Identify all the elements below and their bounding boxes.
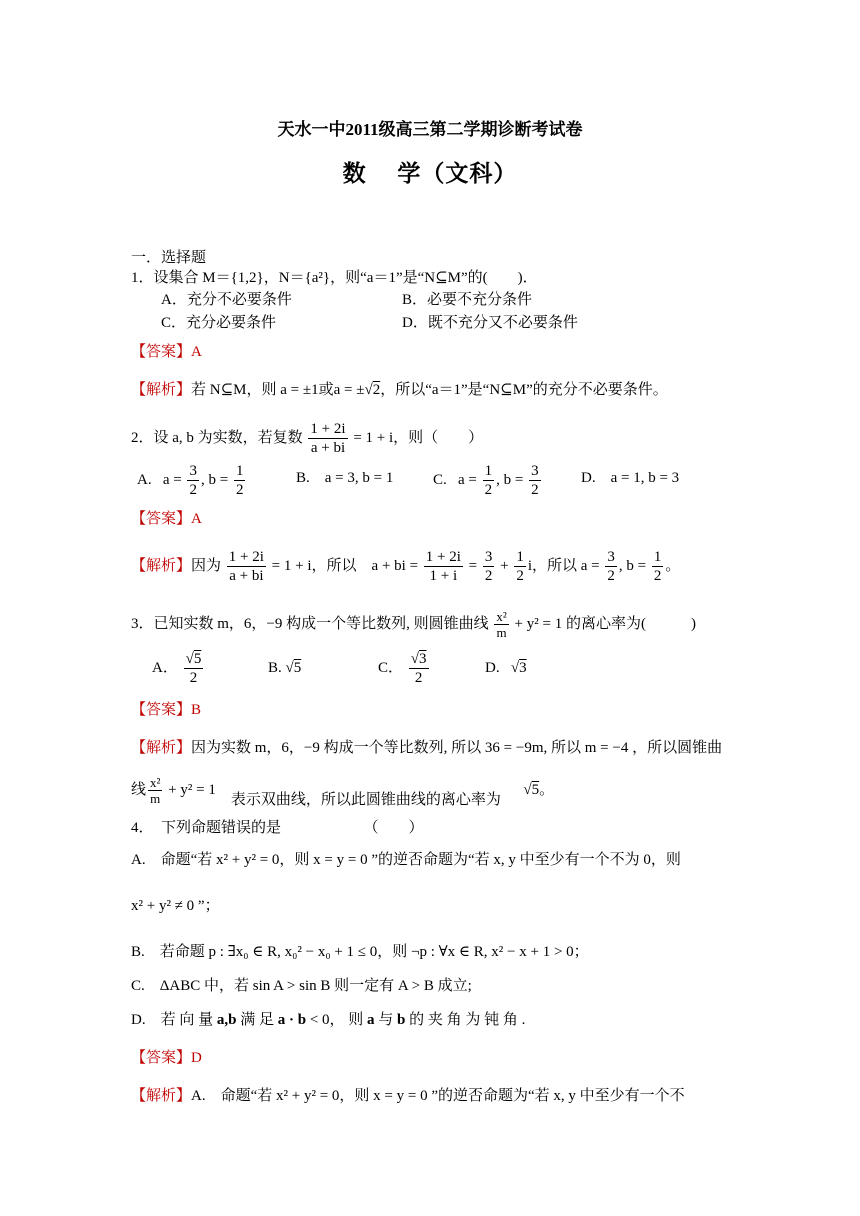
q1-option-c: C．充分必要条件	[161, 315, 277, 331]
sqrt-expression: √5	[523, 782, 540, 798]
option-label: A．	[152, 660, 178, 676]
fraction: $\frac{3}{2}$	[607, 549, 615, 585]
q2-option-a	[137, 460, 247, 500]
q3-option-b	[268, 658, 301, 678]
analysis-text: 线	[131, 782, 147, 798]
answer-tag: 【答案】	[131, 702, 192, 718]
q4-option-d	[131, 1010, 525, 1030]
q1-analysis	[131, 380, 668, 400]
stem-text: 3．已知实数 m，6，−9 构成一个等比数列, 则圆锥曲线	[131, 616, 489, 632]
analysis-text: A. 命题“若 x² + y² = 0，则 x = y = 0 ”的逆否命题为“若 x, y 中至少有一个不	[191, 1088, 685, 1104]
analysis-text: 。	[665, 558, 681, 574]
q3-analysis-line1	[131, 738, 722, 758]
analysis-tag: 【解析】	[131, 558, 192, 574]
analysis-text: =	[468, 558, 478, 574]
analysis-text: a + bi =	[371, 558, 419, 574]
option-label: C．	[378, 660, 404, 676]
fraction: $\frac{3}{2}$	[484, 549, 493, 585]
q1-stem: 1．设集合 M＝{1,2}，N＝{a²}，则“a＝1”是“N⊆M”的( )．	[131, 270, 538, 286]
q1-option-b: B．必要不充分条件	[402, 292, 533, 308]
q3-option-c	[378, 648, 431, 688]
fraction: $\frac{\text{x²}}{m}$	[150, 775, 161, 807]
fraction: $\frac{1}{2}$	[484, 463, 493, 499]
sqrt-expression: √3	[510, 660, 527, 676]
analysis-text: = 1 + i	[271, 558, 312, 574]
q1-option-d: D．既不充分又不必要条件	[402, 315, 578, 331]
analysis-text: ，所以“a＝1”是“N⊆M”的充分不必要条件。	[380, 382, 668, 398]
stem-text: 2．设 a, b 为实数，若复数	[131, 430, 303, 446]
q2-option-d: D. a = 1, b = 3	[581, 470, 680, 486]
option-text: D. 若 向 量	[131, 1012, 217, 1028]
answer-value: D	[191, 1050, 202, 1066]
analysis-text: 若 N⊆M，则 a = ±1或a = ±	[191, 382, 365, 398]
sqrt-expression: √5	[285, 660, 302, 676]
q4-option-c: C. ΔABC 中，若 sin A > sin B 则一定有 A > B 成立;	[131, 978, 472, 994]
analysis-text: 。	[539, 782, 555, 798]
q4-option-b: B. 若命题 p : ∃x₀ ∈ R, x₀² − x₀ + 1 ≤ 0，则 ¬p : ∀x ∈ R, x² − x + 1 > 0；	[131, 944, 589, 960]
section-heading: 一．选择题	[131, 250, 207, 266]
analysis-tag: 【解析】	[131, 1088, 192, 1104]
option-text: , b =	[200, 472, 229, 488]
option-text: a =	[162, 472, 182, 488]
analysis-text: +	[500, 558, 509, 574]
q4-option-a-line1: A. 命题“若 x² + y² = 0，则 x = y = 0 ”的逆否命题为“若 x, y 中至少有一个不为 0，则	[131, 852, 681, 868]
q4-stem: 4． 下列命题错误的是 （ ）	[131, 820, 424, 836]
q3-option-d	[485, 658, 527, 678]
analysis-text: + y² = 1	[168, 782, 216, 798]
q3-answer	[131, 700, 201, 720]
q2-option-b: B. a = 3, b = 1	[296, 470, 394, 486]
q3-option-a	[152, 648, 205, 688]
fraction: $\frac{√5}{2}$	[185, 651, 202, 687]
analysis-text: i，所以 a =	[527, 558, 600, 574]
q2-stem	[131, 418, 483, 458]
fraction: $\frac{1 + 2i}{1 + i}$	[425, 549, 461, 585]
fraction: $\frac{3}{2}$	[189, 463, 197, 499]
option-text: a =	[458, 472, 477, 488]
q1-answer	[131, 342, 202, 362]
answer-tag: 【答案】	[131, 344, 192, 360]
q1-option-a: A．充分不必要条件	[161, 292, 292, 308]
answer-tag: 【答案】	[131, 511, 192, 527]
q3-analysis-line2	[131, 770, 554, 810]
fraction: $\frac{√3}{2}$	[410, 651, 427, 687]
analysis-tag: 【解析】	[131, 740, 192, 756]
q2-option-c	[433, 460, 543, 500]
stem-text: = 1 + i，则（ ）	[353, 430, 484, 446]
option-label: A.	[137, 472, 152, 488]
sqrt-expression: √2	[364, 382, 381, 398]
q3-stem	[131, 604, 696, 644]
q4-analysis	[131, 1086, 685, 1106]
option-label: D.	[485, 660, 500, 676]
analysis-text: 表示双曲线，所以此圆锥曲线的离心率为	[230, 792, 501, 808]
analysis-text: ，所以	[311, 558, 357, 574]
option-text: 与	[374, 1012, 398, 1028]
fraction: $\frac{3}{2}$	[531, 463, 539, 499]
vector-symbol: a,b	[216, 1012, 237, 1028]
analysis-text: 因为	[191, 558, 222, 574]
analysis-text: , b =	[618, 558, 647, 574]
vector-symbol: b	[397, 1012, 406, 1028]
fraction: $\frac{1}{2}$	[235, 463, 244, 499]
answer-tag: 【答案】	[131, 1050, 192, 1066]
exam-title: 天水一中2011级高三第二学期诊断考试卷	[277, 120, 583, 139]
fraction: $\frac{1}{2}$	[653, 549, 662, 585]
option-label: B.	[268, 660, 282, 676]
q2-analysis	[131, 546, 680, 586]
q4-answer	[131, 1048, 202, 1068]
exam-subtitle: 数 学（文科）	[342, 161, 518, 186]
fraction: $\frac{1 + 2i}{a + bi}$	[228, 549, 264, 585]
option-text: < 0， 则	[306, 1012, 368, 1028]
stem-text: + y² = 1 的离心率为( )	[514, 616, 696, 632]
analysis-text: 因为实数 m，6，−9 构成一个等比数列, 所以 36 = −9m, 所以 m = −4 ，所以圆锥曲	[191, 740, 723, 756]
answer-value: B	[191, 702, 202, 718]
answer-value: A	[191, 344, 202, 360]
option-text: , b =	[496, 472, 524, 488]
q2-answer	[131, 509, 202, 529]
option-text: 的 夹 角 为 钝 角 .	[405, 1012, 526, 1028]
fraction: $\frac{\text{x²}}{m}$	[496, 609, 507, 641]
analysis-tag: 【解析】	[131, 382, 192, 398]
vector-symbol: a	[367, 1012, 375, 1028]
fraction: $\frac{1}{2}$	[516, 549, 524, 585]
option-text: 满 足	[236, 1012, 278, 1028]
answer-value: A	[191, 511, 202, 527]
fraction: $\frac{1 + 2i}{a + bi}$	[310, 421, 346, 457]
option-label: C.	[433, 472, 447, 488]
vector-symbol: a · b	[277, 1012, 307, 1028]
q4-option-a-line2: x² + y² ≠ 0 ”；	[131, 898, 220, 914]
